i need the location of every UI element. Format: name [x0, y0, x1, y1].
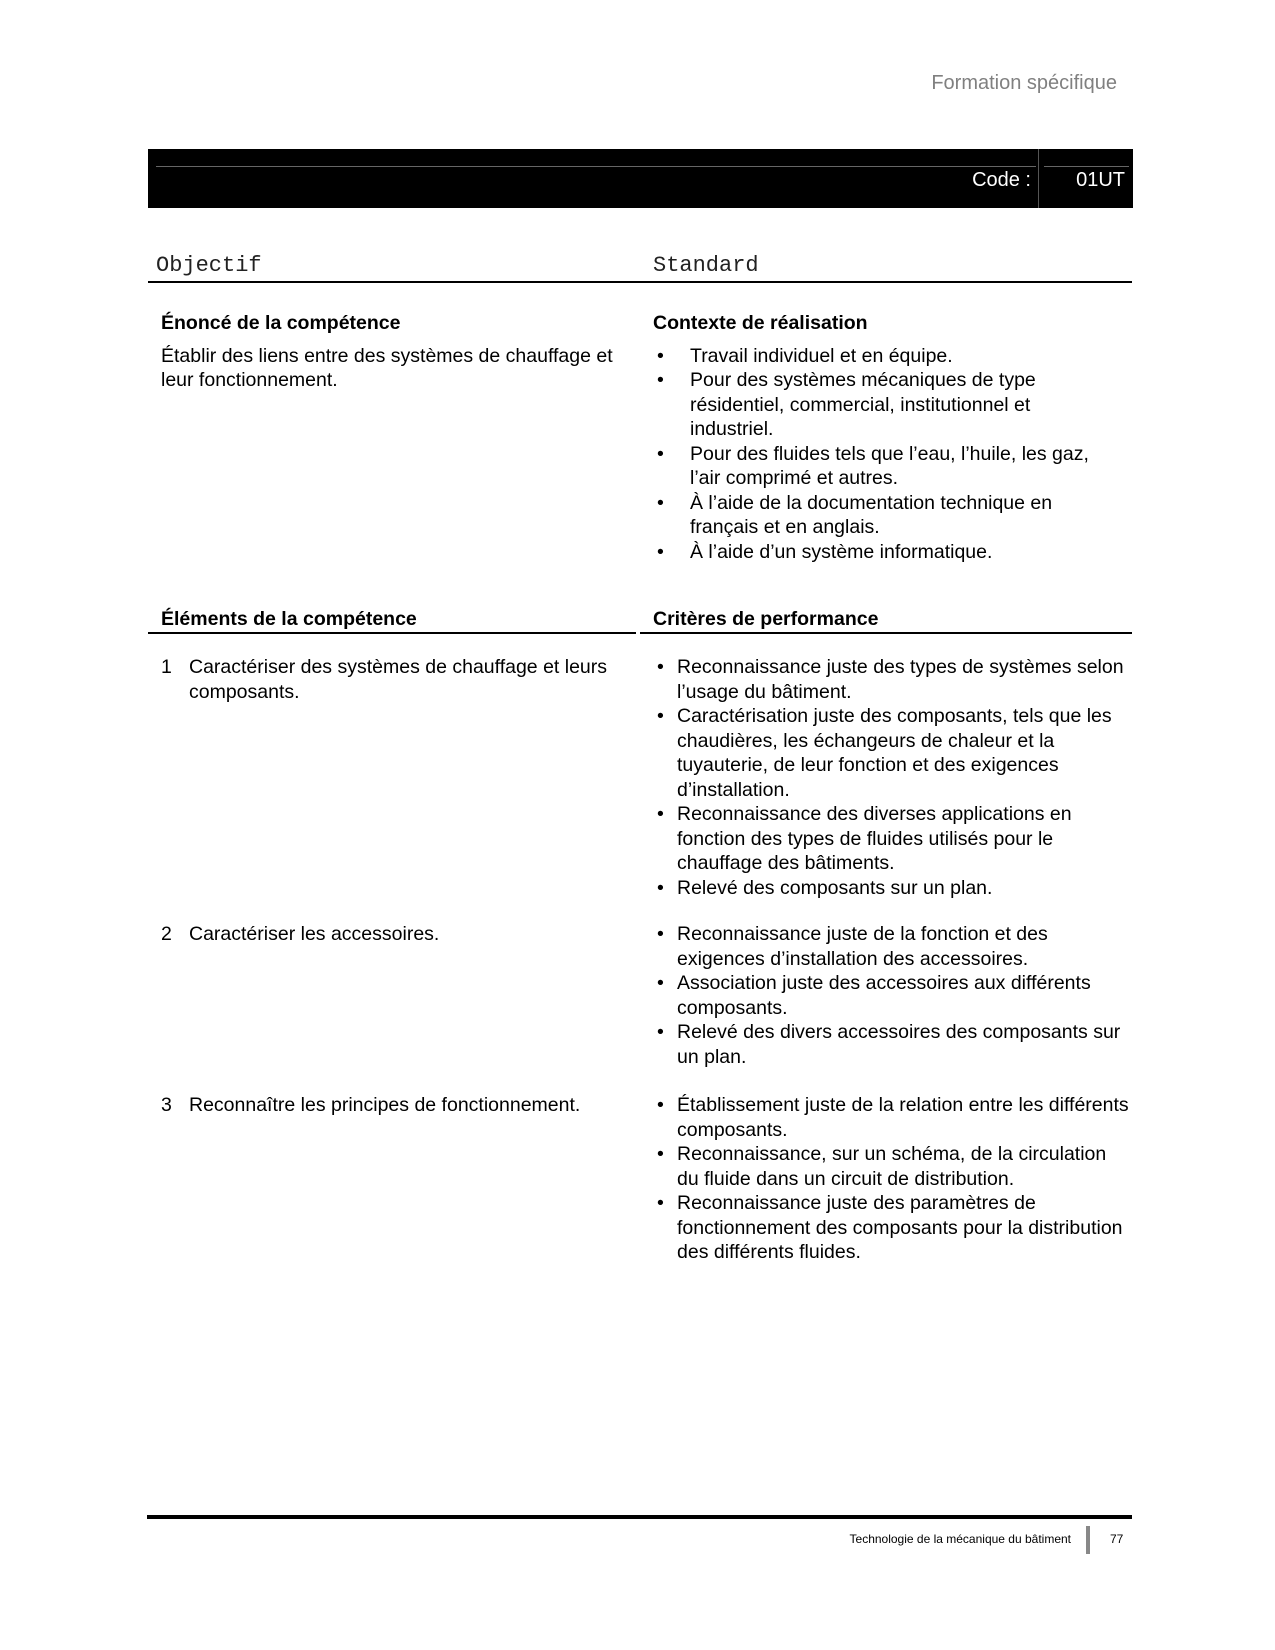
criteria-block: [653, 1093, 1133, 1265]
element-number: 2: [161, 923, 172, 945]
criteria-item: • Reconnaissance juste des paramètres de fonctionnement des composants pour la distribution des différents fluides.: [653, 1191, 1133, 1265]
criteria-item: • Reconnaissance, sur un schéma, de la circulation du fluide dans un circuit de distribution.: [653, 1142, 1133, 1191]
enonce-text: Établir des liens entre des systèmes de chauffage et leur fonctionnement.: [161, 344, 613, 391]
divider: [640, 632, 1132, 634]
competence-element: [161, 922, 621, 947]
enonce-title: Énoncé de la compétence: [161, 312, 401, 334]
elements-title: Éléments de la compétence: [161, 608, 417, 630]
footer-rule: [147, 1515, 1132, 1519]
criteria-item: • Reconnaissance juste de la fonction et des exigences d’installation des accessoires.: [653, 922, 1133, 971]
contexte-title: Contexte de réalisation: [653, 312, 868, 334]
element-text: Reconnaître les principes de fonctionnement.: [189, 1094, 581, 1116]
code-header-bar: [148, 149, 1133, 208]
footer-title: Technologie de la mécanique du bâtiment: [849, 1532, 1071, 1546]
divider: [1086, 1526, 1090, 1554]
divider: [1044, 166, 1129, 167]
element-text: Caractériser les accessoires.: [189, 923, 440, 945]
criteria-block: [653, 922, 1133, 1069]
code-label: Code :: [972, 169, 1031, 191]
contexte-list: [653, 344, 1103, 565]
criteria-list: [653, 655, 1133, 900]
divider: [148, 281, 1132, 283]
criteria-item: • Relevé des divers accessoires des composants sur un plan.: [653, 1020, 1133, 1069]
criteria-item: • Relevé des composants sur un plan.: [653, 876, 1133, 901]
divider: [156, 166, 1036, 167]
contexte-item: • Travail individuel et en équipe.: [653, 344, 1103, 369]
contexte-item: • À l’aide de la documentation technique en français et en anglais.: [653, 491, 1103, 540]
element-number: 3: [161, 1094, 172, 1116]
competence-element: [161, 655, 621, 704]
criteria-item: • Reconnaissance juste des types de systèmes selon l’usage du bâtiment.: [653, 655, 1133, 704]
column-heading-objectif: Objectif: [156, 253, 262, 278]
divider: [148, 632, 636, 634]
code-value: 01UT: [1076, 169, 1125, 191]
criteria-item: • Reconnaissance des diverses applications en fonction des types de fluides utilisés pour le chauffage des bâtiments.: [653, 802, 1133, 876]
divider: [1038, 149, 1039, 208]
section-title: Formation spécifique: [931, 72, 1117, 94]
element-number: 1: [161, 656, 172, 678]
criteria-item: • Établissement juste de la relation entre les différents composants.: [653, 1093, 1133, 1142]
contexte-item: • Pour des systèmes mécaniques de type résidentiel, commercial, institutionnel et industriel.: [653, 368, 1103, 442]
column-heading-standard: Standard: [653, 253, 759, 278]
criteria-list: [653, 922, 1133, 1069]
criteria-list: [653, 1093, 1133, 1265]
competence-element: [161, 1093, 621, 1118]
contexte-item: • Pour des fluides tels que l’eau, l’huile, les gaz, l’air comprimé et autres.: [653, 442, 1103, 491]
criteres-title: Critères de performance: [653, 608, 879, 630]
criteria-item: • Caractérisation juste des composants, tels que les chaudières, les échangeurs de chaleur et la tuyauterie, de leur fonction et des exigences d’installation.: [653, 704, 1133, 802]
criteria-item: • Association juste des accessoires aux différents composants.: [653, 971, 1133, 1020]
enonce-section: [161, 311, 631, 393]
criteria-block: [653, 655, 1133, 900]
page-number: 77: [1110, 1532, 1124, 1546]
contexte-item: • À l’aide d’un système informatique.: [653, 540, 1103, 565]
contexte-section: [653, 311, 1103, 564]
element-text: Caractériser des systèmes de chauffage et leurs composants.: [189, 656, 608, 703]
